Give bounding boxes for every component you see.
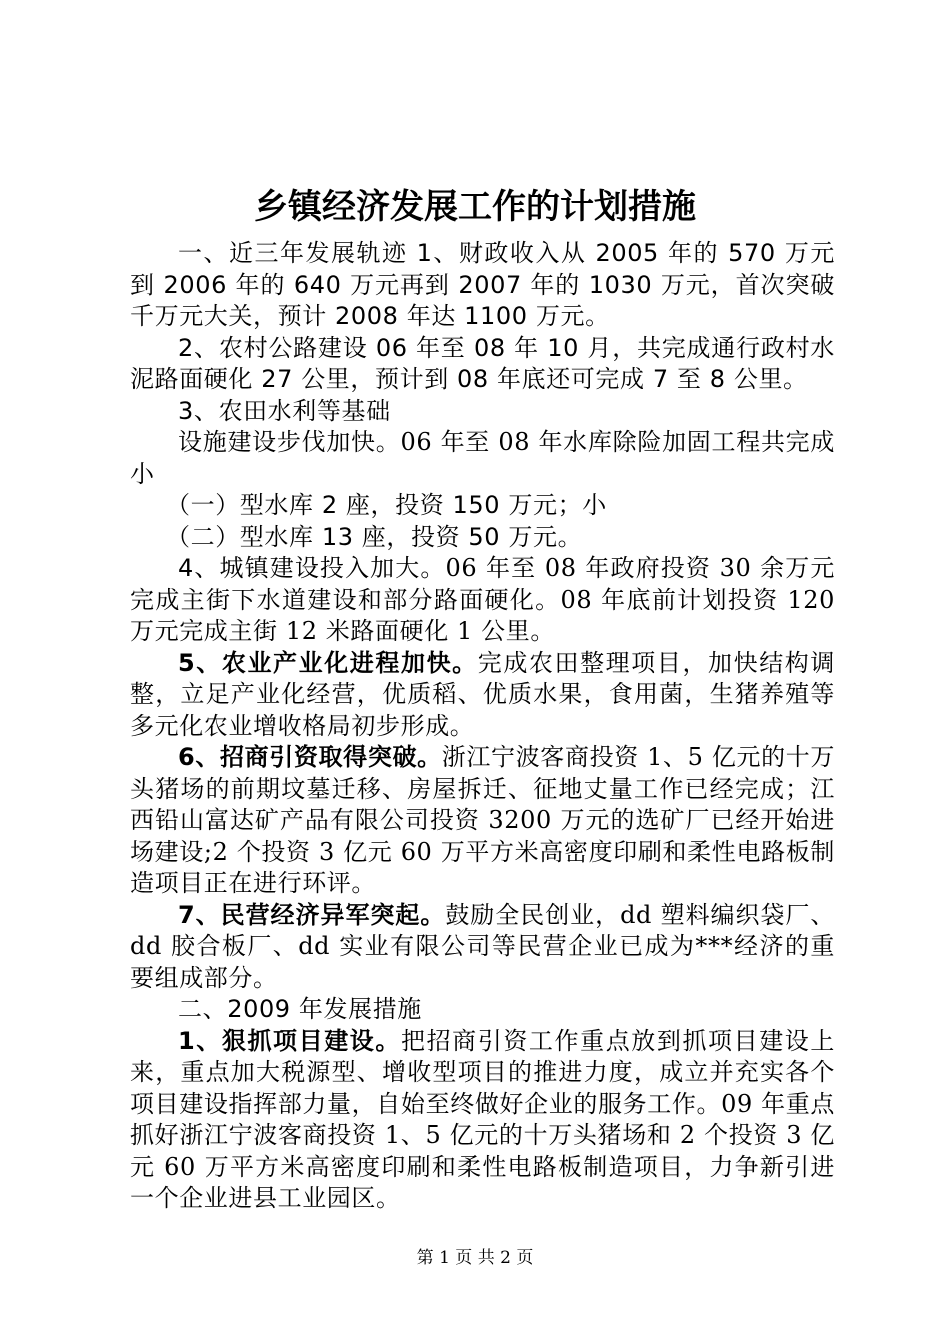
paragraph-4: 设施建设步伐加快。06 年至 08 年水库除险加固工程共完成小 xyxy=(130,428,835,488)
item-7-text: 鼓励全民创业，dd 塑料编织袋厂、dd 胶合板厂、dd 实业有限公司等民营企业已成为***经济的重要组成部分。 xyxy=(130,900,835,992)
item-5 xyxy=(130,648,835,743)
item-s2-1-text: 把招商引资工作重点放到抓项目建设上来，重点加大税源型、增收型项目的推进力度，成立并充实各个项目建设指挥部力量，自始至终做好企业的服务工作。09 年重点抓好浙江宁波客商投资 1、5 亿元的十万头猪场和 2 个投资 3 亿元 60 万平方米高密度印刷和柔性电路板制造项目，力争新引进一个企业进县工业园区。 xyxy=(130,1026,835,1212)
paragraph-3: 3、农田水利等基础 xyxy=(178,396,391,425)
item-6-lead: 6、招商引资取得突破。 xyxy=(178,743,442,771)
item-6 xyxy=(130,742,835,900)
document-title: 乡镇经济发展工作的计划措施 xyxy=(254,187,696,227)
item-5-lead: 5、农业产业化进程加快。 xyxy=(178,648,478,677)
document-body xyxy=(130,238,835,1215)
section-2-heading: 二、2009 年发展措施 xyxy=(178,995,422,1023)
paragraph-2: 2、农村公路建设 06 年至 08 年 10 月，共完成通行政村水泥路面硬化 27 公里，预计到 08 年底还可完成 7 至 8 公里。 xyxy=(130,333,835,393)
item-6-text: 浙江宁波客商投资 1、5 亿元的十万头猪场的前期坟墓迁移、房屋拆迁、征地丈量工作已经完成；江西铅山富达矿产品有限公司投资 3200 万元的选矿厂已经开始进场建设;2 个投资 3 亿元 60 万平方米高密度印刷和柔性电路板制造项目正在进行环评。 xyxy=(130,743,835,897)
item-4-lead: 4、城镇建设投入加大。 xyxy=(178,554,446,582)
item-s2-1 xyxy=(130,1026,835,1215)
page-footer: 第 1 页 共 2 页 xyxy=(416,1248,534,1268)
item-7-lead: 7、民营经济异军突起。 xyxy=(178,900,446,929)
item-s2-1-lead: 1、狠抓项目建设。 xyxy=(178,1026,401,1055)
paragraph-1: 一、近三年发展轨迹 1、财政收入从 2005 年的 570 万元到 2006 年的 640 万元再到 2007 年的 1030 万元，首次突破千万元大关，预计 2008 年达 1100 万元。 xyxy=(130,239,835,330)
item-4-text: 06 年至 08 年政府投资 30 余万元完成主街下水道建设和部分路面硬化。08 年底前计划投资 120 万元完成主街 12 米路面硬化 1 公里。 xyxy=(130,554,835,645)
item-7 xyxy=(130,900,835,995)
paragraph-5: （一）型水库 2 座，投资 150 万元；小 xyxy=(166,491,607,519)
item-4 xyxy=(130,553,835,648)
paragraph-6: （二）型水库 13 座，投资 50 万元。 xyxy=(166,522,583,551)
item-5-text: 完成农田整理项目，加快结构调整，立足产业化经营，优质稻、优质水果，食用菌，生猪养殖等多元化农业增收格局初步形成。 xyxy=(130,648,835,740)
